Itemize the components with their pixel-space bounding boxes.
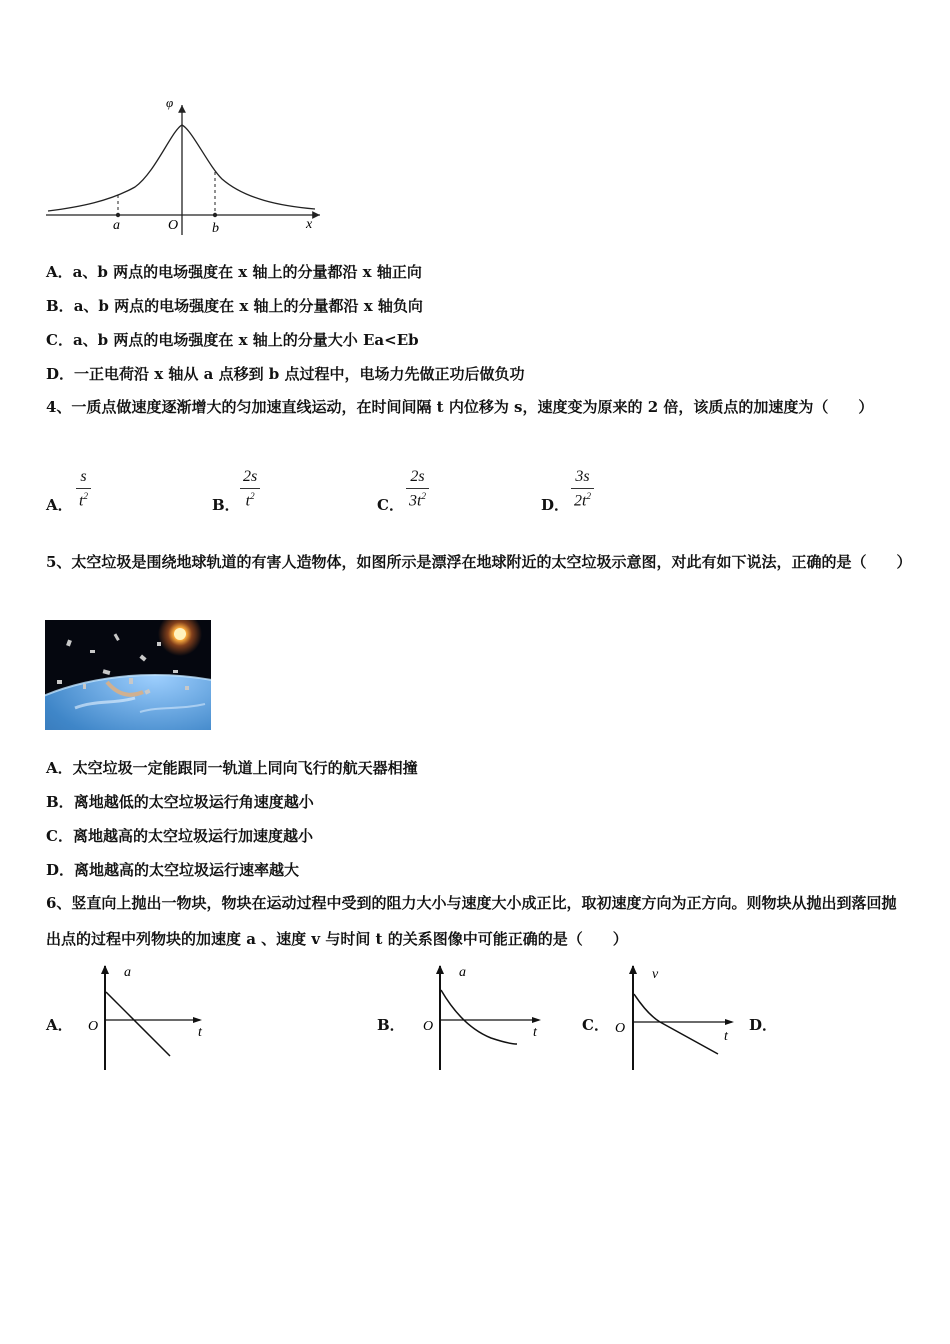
q5-stem: 5、太空垃圾是围绕地球轨道的有害人造物体，如图所示是漂浮在地球附近的太空垃圾示意图，对此有如下说法，正确的是（ ） [46, 553, 912, 571]
q6-graph-c [610, 962, 740, 1074]
graph-b-curve [441, 990, 517, 1044]
q4-option-b-label: B． [212, 496, 240, 514]
q4-option-d-label: D． [541, 496, 570, 514]
graph-a-origin: O [88, 1019, 99, 1034]
q3-option-c: C．a、b 两点的电场强度在 x 轴上的分量大小 Ea<Eb [46, 331, 419, 349]
q6-graph-a [80, 962, 210, 1074]
q6-graph-b [415, 962, 547, 1074]
q3-option-d: D．一正电荷沿 x 轴从 a 点移到 b 点过程中，电场力先做正功后做负功 [46, 365, 525, 383]
q6-option-b-label: B． [377, 1016, 405, 1034]
q5-option-a: A．太空垃圾一定能跟同一轨道上同向飞行的航天器相撞 [46, 759, 418, 777]
phi-label: φ [166, 95, 174, 110]
q3-option-a: A．a、b 两点的电场强度在 x 轴上的分量都沿 x 轴正向 [46, 263, 422, 281]
x-label: x [306, 217, 313, 232]
q3-option-b: B．a、b 两点的电场强度在 x 轴上的分量都沿 x 轴负向 [46, 297, 423, 315]
q4-stem: 4、一质点做速度逐渐增大的匀加速直线运动，在时间间隔 t 内位移为 s，速度变为原来的 2 倍，该质点的加速度为（ ） [46, 398, 874, 416]
graph-b-xlabel: t [533, 1025, 537, 1040]
q6-stem: 6、竖直向上抛出一物块，物块在运动过程中受到的阻力大小与速度大小成正比，取初速度方向为正方向。则物块从抛出到落回抛出点的过程中列物块的加速度 a 、速度 v 与时间 t 的关系图像中可能正确的是（ ） [46, 894, 897, 948]
graph-c-ylabel: v [652, 967, 659, 982]
q6-option-c-label: C． [582, 1016, 609, 1034]
q4-option-c-label: C． [377, 496, 404, 514]
q4-option-d-fraction: 3s $2t^2$ [571, 468, 594, 510]
origin-label: O [168, 218, 179, 233]
graph-a-line [106, 992, 170, 1056]
q4-option-c-fraction: 2s $3t^2$ [406, 468, 429, 510]
q4-option-a-label: A． [46, 496, 73, 514]
graph-c-xlabel: t [724, 1029, 728, 1044]
q5-option-b: B．离地越低的太空垃圾运行角速度越小 [46, 793, 314, 811]
graph-a-ylabel: a [124, 965, 131, 980]
q4-option-a-fraction: s $t^2$ [76, 468, 91, 510]
space-debris-image [45, 620, 211, 730]
graph-c-curve [634, 994, 718, 1054]
graph-a-xlabel: t [198, 1025, 202, 1040]
graph-b-origin: O [423, 1019, 434, 1034]
q5-option-c: C．离地越高的太空垃圾运行加速度越小 [46, 827, 313, 845]
point-a-label: a [113, 218, 120, 233]
graph-b-ylabel: a [459, 965, 466, 980]
point-b-label: b [212, 221, 219, 236]
q6-option-a-label: A． [46, 1016, 73, 1034]
graph-c-origin: O [615, 1021, 626, 1036]
q5-option-d: D．离地越高的太空垃圾运行速率越大 [46, 861, 300, 879]
q4-option-b-fraction: 2s $t^2$ [240, 468, 260, 510]
q6-option-d-label: D． [749, 1016, 778, 1034]
potential-graph [40, 95, 330, 240]
